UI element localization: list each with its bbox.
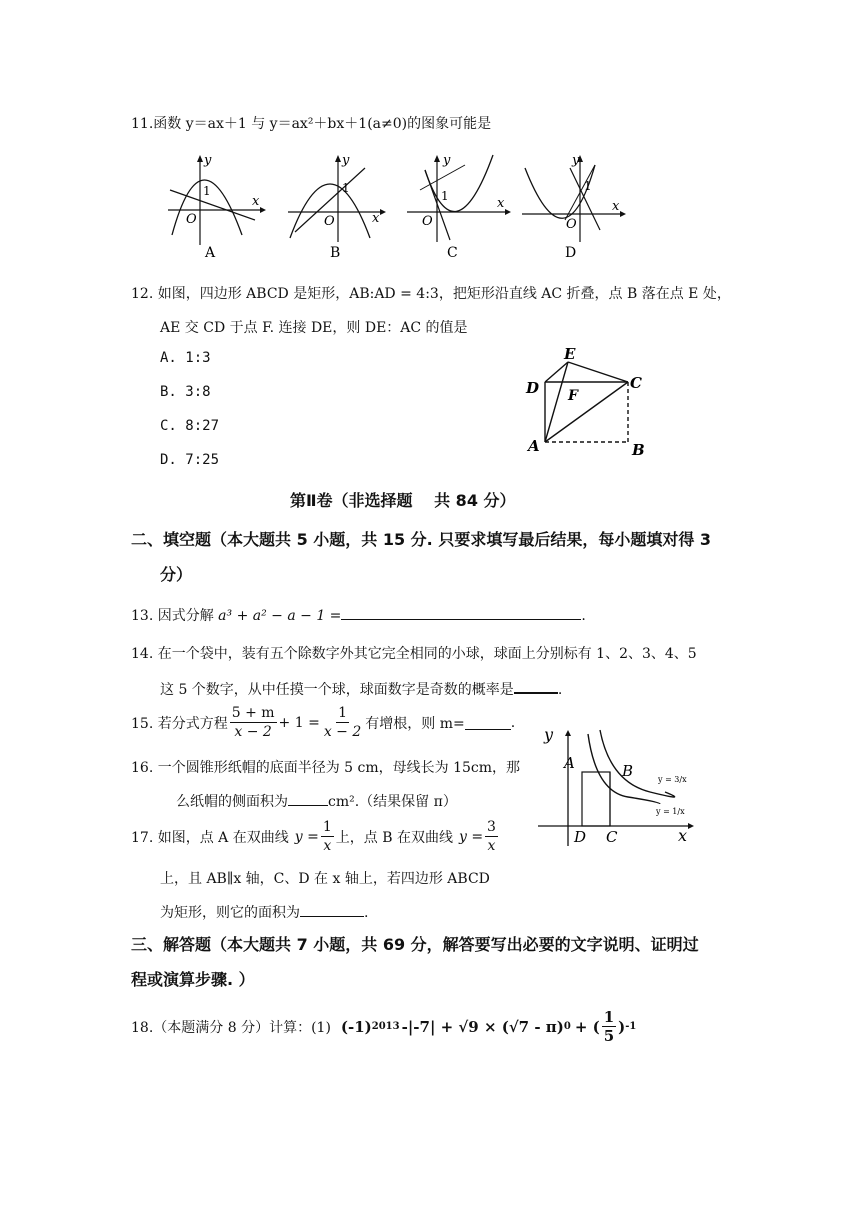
q18-exp-d: -1 [625, 1021, 637, 1032]
q18-frac-num: 1 [603, 1008, 615, 1026]
graph-c-o: O [422, 214, 433, 229]
q17-frac2 [485, 818, 498, 855]
q13-suffix: . [581, 608, 586, 624]
q11-text: 11.函数 y＝ax＋1 与 y＝ax²＋bx＋1(a≠0)的图象可能是 [131, 116, 492, 132]
fig12-e: E [564, 345, 576, 363]
graph-b-one: 1 [342, 181, 350, 195]
q16-line2 [176, 791, 457, 811]
q12-figure [520, 345, 660, 460]
q17-line3 [160, 902, 368, 922]
graph-d-y: y [572, 153, 580, 168]
q16-answer-blank[interactable] [288, 791, 328, 806]
fig17-c: C [606, 828, 618, 846]
q17-line2: 上，且 AB∥x 轴，C、D 在 x 轴上，若四边形 ABCD [160, 871, 490, 887]
graph-c-y: y [443, 153, 451, 168]
q15-answer-blank[interactable] [465, 715, 511, 730]
graph-b-y: y [342, 153, 350, 168]
fig17-d: D [574, 828, 587, 846]
fig12-d: D [526, 379, 540, 397]
graph-d-o: O [566, 217, 577, 232]
q17-answer-blank[interactable] [300, 902, 364, 917]
q18-expr-c: + ( [574, 1017, 600, 1036]
q12-option-d: D. 7:25 [160, 452, 220, 468]
q15-suffix: 有增根，则 m= [365, 715, 465, 732]
graph-a-y: y [204, 153, 212, 168]
q17-frac1-den: x [323, 838, 332, 854]
fig12-f: F [568, 388, 578, 404]
q14-line1: 14. 在一个袋中，装有五个除数字外其它完全相同的小球，球面上分别标有 1、2、3、4、5 [131, 646, 697, 662]
q13 [131, 605, 586, 625]
q18-prefix: 18.（本题满分 8 分）计算：(1) [131, 1019, 331, 1036]
graph-a-label: A [205, 245, 216, 261]
q13-expr: a³ + a² − a − 1 = [218, 608, 342, 624]
graph-b-x: x [372, 211, 380, 226]
graph-a-x: x [252, 194, 260, 209]
graph-b [288, 153, 386, 261]
q15-frac1-num: 5 + m [231, 705, 275, 721]
q18-exp-b: 0 [563, 1021, 571, 1032]
q16-line2-suffix: cm².（结果保留 π） [328, 794, 457, 810]
graph-d-x: x [612, 199, 620, 214]
q17-mid: 上，点 B 在双曲线 [335, 829, 453, 846]
q17-line1: 17. 如图，点 A 在双曲线 y = $\frac{1}{x}$ 上，点 B 在双曲线 y = $\frac{3}{x}$ [131, 819, 496, 854]
graph-d [522, 153, 626, 261]
q11-graphs [160, 150, 630, 265]
q15-frac1 [230, 704, 277, 741]
q17-line3-suffix: . [364, 905, 369, 921]
q17-frac1-num: 1 [322, 819, 332, 835]
q12-line1: 12. 如图，四边形 ABCD 是矩形，AB:AD = 4:3，把矩形沿直线 AC 折叠，点 B 落在点 E 处， [131, 286, 731, 302]
q17-frac2-den: x [487, 838, 496, 854]
fig17-y: y [544, 725, 554, 744]
graph-a-o: O [186, 212, 197, 227]
q13-prefix: 13. 因式分解 [131, 608, 214, 624]
graph-a [168, 153, 266, 261]
q18-frac [602, 1008, 616, 1045]
q15 [131, 704, 515, 741]
q18-expr-a: (-1) [340, 1017, 372, 1036]
q18-exp-a: 2013 [371, 1021, 400, 1032]
fig12-b: B [632, 441, 645, 459]
fig17-a: A [564, 754, 575, 772]
q17-frac2-num: 3 [487, 819, 496, 835]
fig17-x: x [678, 826, 688, 845]
graph-d-label: D [565, 245, 577, 261]
q18-frac-den: 5 [603, 1027, 615, 1045]
graph-a-one: 1 [203, 184, 211, 198]
q14-suffix: . [557, 682, 563, 698]
q18 [131, 1008, 636, 1045]
q15-end: . [510, 714, 516, 731]
q15-mid: + 1 = [278, 714, 320, 731]
section2-title: 第Ⅱ卷（非选择题 共 84 分） [290, 491, 516, 510]
fig17-b: B [622, 762, 634, 780]
graph-c-x: x [497, 196, 505, 211]
q12-option-a: A. 1:3 [160, 350, 211, 366]
q16-line1: 16. 一个圆锥形纸帽的底面半径为 5 cm，母线长为 15cm，那 [131, 760, 521, 776]
fig12-c: C [630, 374, 642, 392]
q16-line2-prefix: 么纸帽的侧面积为 [176, 794, 288, 810]
q15-frac2-num: 1 [338, 705, 347, 721]
q12-option-b: B. 3:8 [160, 384, 211, 400]
q15-frac1-den: x − 2 [234, 724, 272, 740]
q12-option-c: C. 8:27 [160, 418, 220, 434]
fig17-curve1-label: y = 1/x [656, 807, 685, 816]
q14-answer-blank[interactable] [514, 678, 558, 694]
q18-expr-b: -|-7| + √9 × (√7 - π) [401, 1017, 564, 1036]
q15-frac2-den: x − 2 [323, 724, 362, 740]
graph-c [407, 153, 511, 261]
section3-line2: 程或演算步骤. ） [131, 970, 255, 989]
section2-head-line1: 二、填空题（本大题共 5 小题，共 15 分. 只要求填写最后结果，每小题填对得 3 [131, 530, 712, 549]
graph-b-label: B [330, 245, 341, 261]
q13-answer-blank[interactable] [341, 605, 581, 620]
graph-b-o: O [324, 214, 335, 229]
q14-line2-text: 这 5 个数字，从中任摸一个球，球面数字是奇数的概率是 [160, 682, 514, 698]
q14-line2 [160, 678, 562, 699]
section3-line1: 三、解答题（本大题共 7 小题，共 69 分，解答要写出必要的文字说明、证明过 [131, 935, 699, 954]
q17-frac1 [321, 818, 334, 855]
section2-head-line2: 分） [160, 565, 193, 584]
q17-prefix: 17. 如图，点 A 在双曲线 [131, 829, 289, 846]
graph-d-one: 1 [584, 179, 592, 193]
graph-c-label: C [447, 245, 458, 261]
fig12-a: A [528, 437, 540, 455]
q18-expr-d: ) [618, 1017, 626, 1036]
q15-prefix: 15. 若分式方程 [131, 715, 228, 732]
q17-line3-prefix: 为矩形，则它的面积为 [160, 905, 300, 921]
fig17-curve3-label: y = 3/x [658, 775, 687, 784]
q15-frac2 [322, 704, 363, 741]
q12-line2: AE 交 CD 于点 F. 连接 DE，则 DE：AC 的值是 [160, 320, 468, 336]
q17-figure [530, 722, 700, 850]
graph-c-one: 1 [441, 189, 449, 203]
